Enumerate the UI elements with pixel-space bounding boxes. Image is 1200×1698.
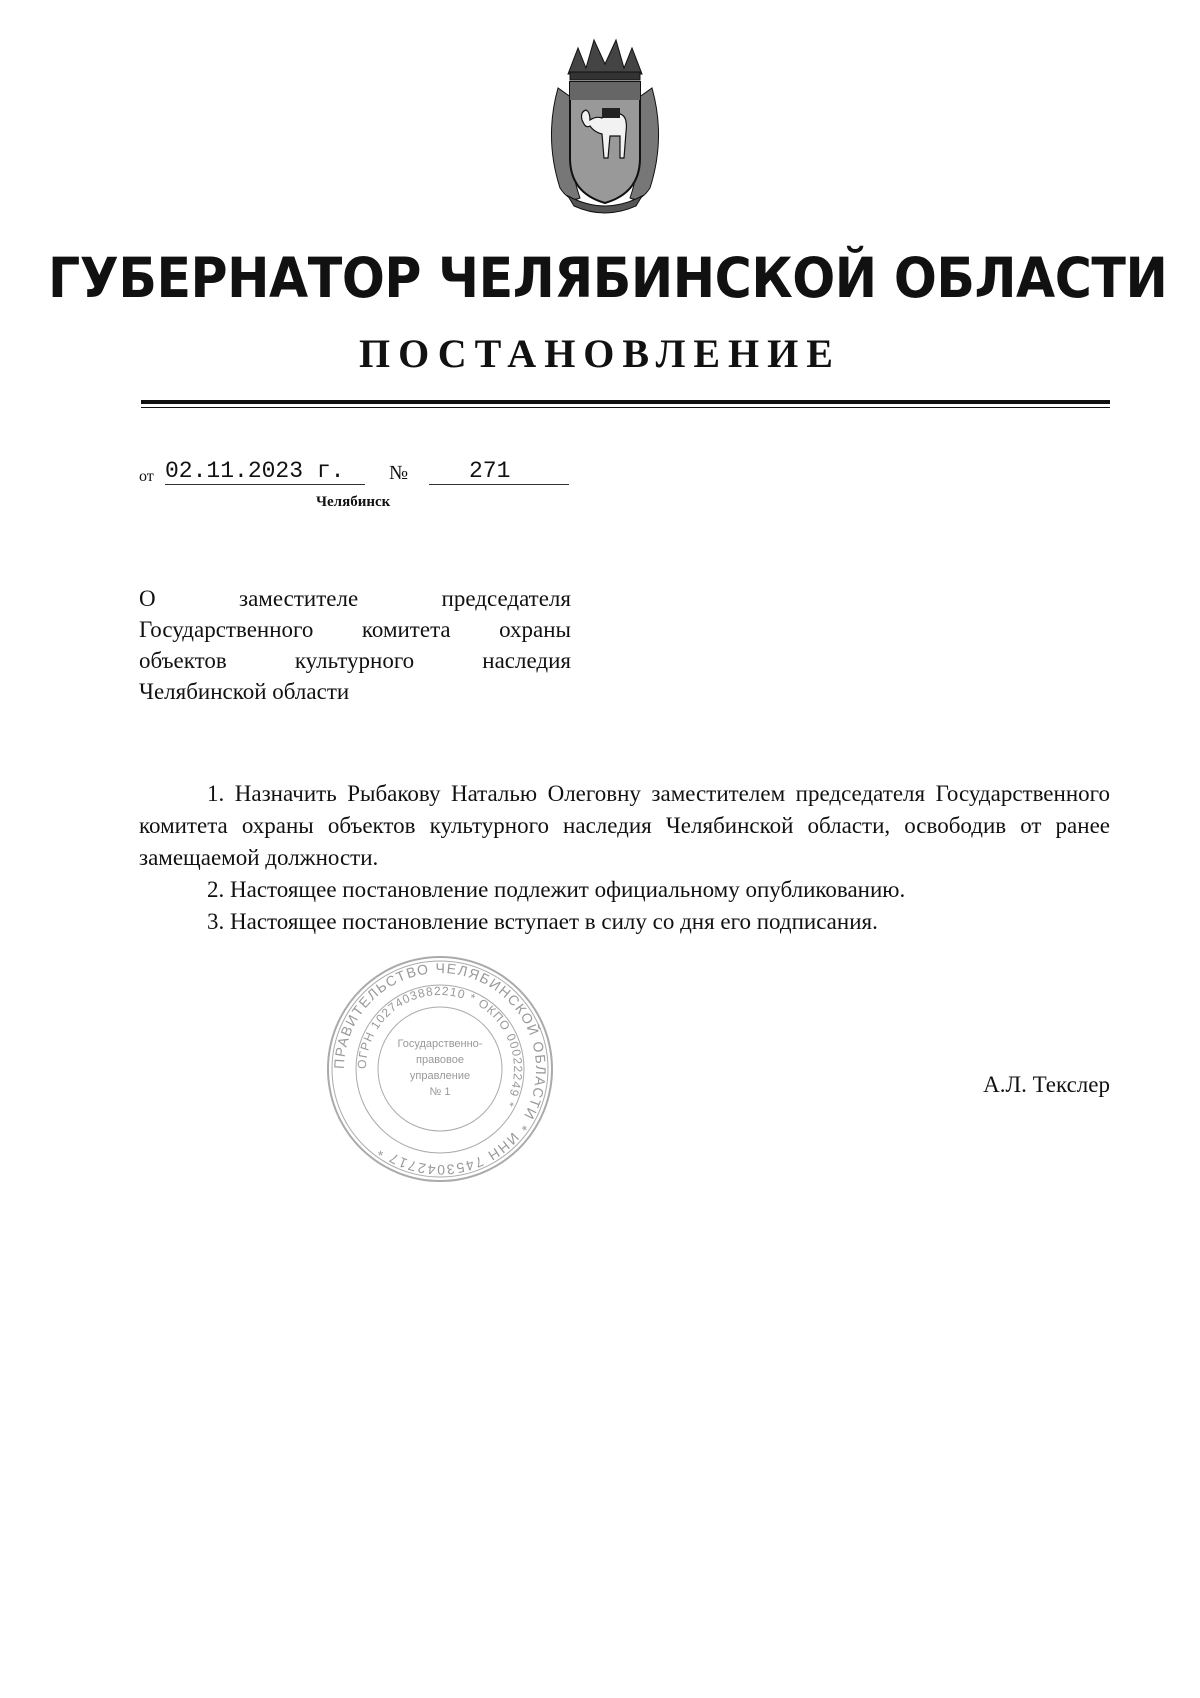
document-number: 271	[429, 458, 569, 485]
document-city: Челябинск	[316, 494, 391, 510]
stamp-inner-text: ОГРН 1027403882210 * ОКПО 00022249 *	[354, 983, 526, 1110]
document-type-title: ПОСТАНОВЛЕНИЕ	[359, 331, 841, 376]
document-requisites	[139, 458, 569, 488]
signatory-name: А.Л. Текслер	[983, 1072, 1110, 1097]
paragraph-2: 2. Настоящее постановление подлежит официальному опубликованию.	[207, 877, 906, 902]
date-label: от	[139, 468, 154, 485]
header-divider-thin	[141, 407, 1110, 408]
stamp-center-line-1: Государственно-	[397, 1038, 483, 1050]
stamp-center-line-2: правовое	[416, 1054, 464, 1066]
document-date: 02.11.2023 г.	[165, 458, 365, 485]
stamp-center-line-4: № 1	[429, 1086, 451, 1098]
number-label: №	[389, 462, 409, 484]
paragraph-3: 3. Настоящее постановление вступает в силу со дня его подписания.	[207, 909, 878, 934]
document-body	[139, 778, 1110, 938]
document-header-title: ГУБЕРНАТОР ЧЕЛЯБИНСКОЙ ОБЛАСТИ	[48, 246, 1168, 310]
header-divider-thick	[141, 400, 1110, 404]
coat-of-arms-emblem	[540, 28, 670, 218]
document-subject: О заместителе председателя Государственного комитета охраны объектов культурного наследия Челябинской области	[139, 586, 571, 704]
stamp-outer-text: ПРАВИТЕЛЬСТВО ЧЕЛЯБИНСКОЙ ОБЛАСТИ * ИНН 7453042717 *	[330, 959, 550, 1179]
official-stamp	[326, 955, 554, 1183]
stamp-center-line-3: управление	[409, 1070, 471, 1082]
paragraph-1: 1. Назначить Рыбакову Наталью Олеговну заместителем председателя Государственного комитета охраны объектов культурного наследия Челябинской области, освободив от ранее замещаемой должности.	[139, 781, 1110, 870]
